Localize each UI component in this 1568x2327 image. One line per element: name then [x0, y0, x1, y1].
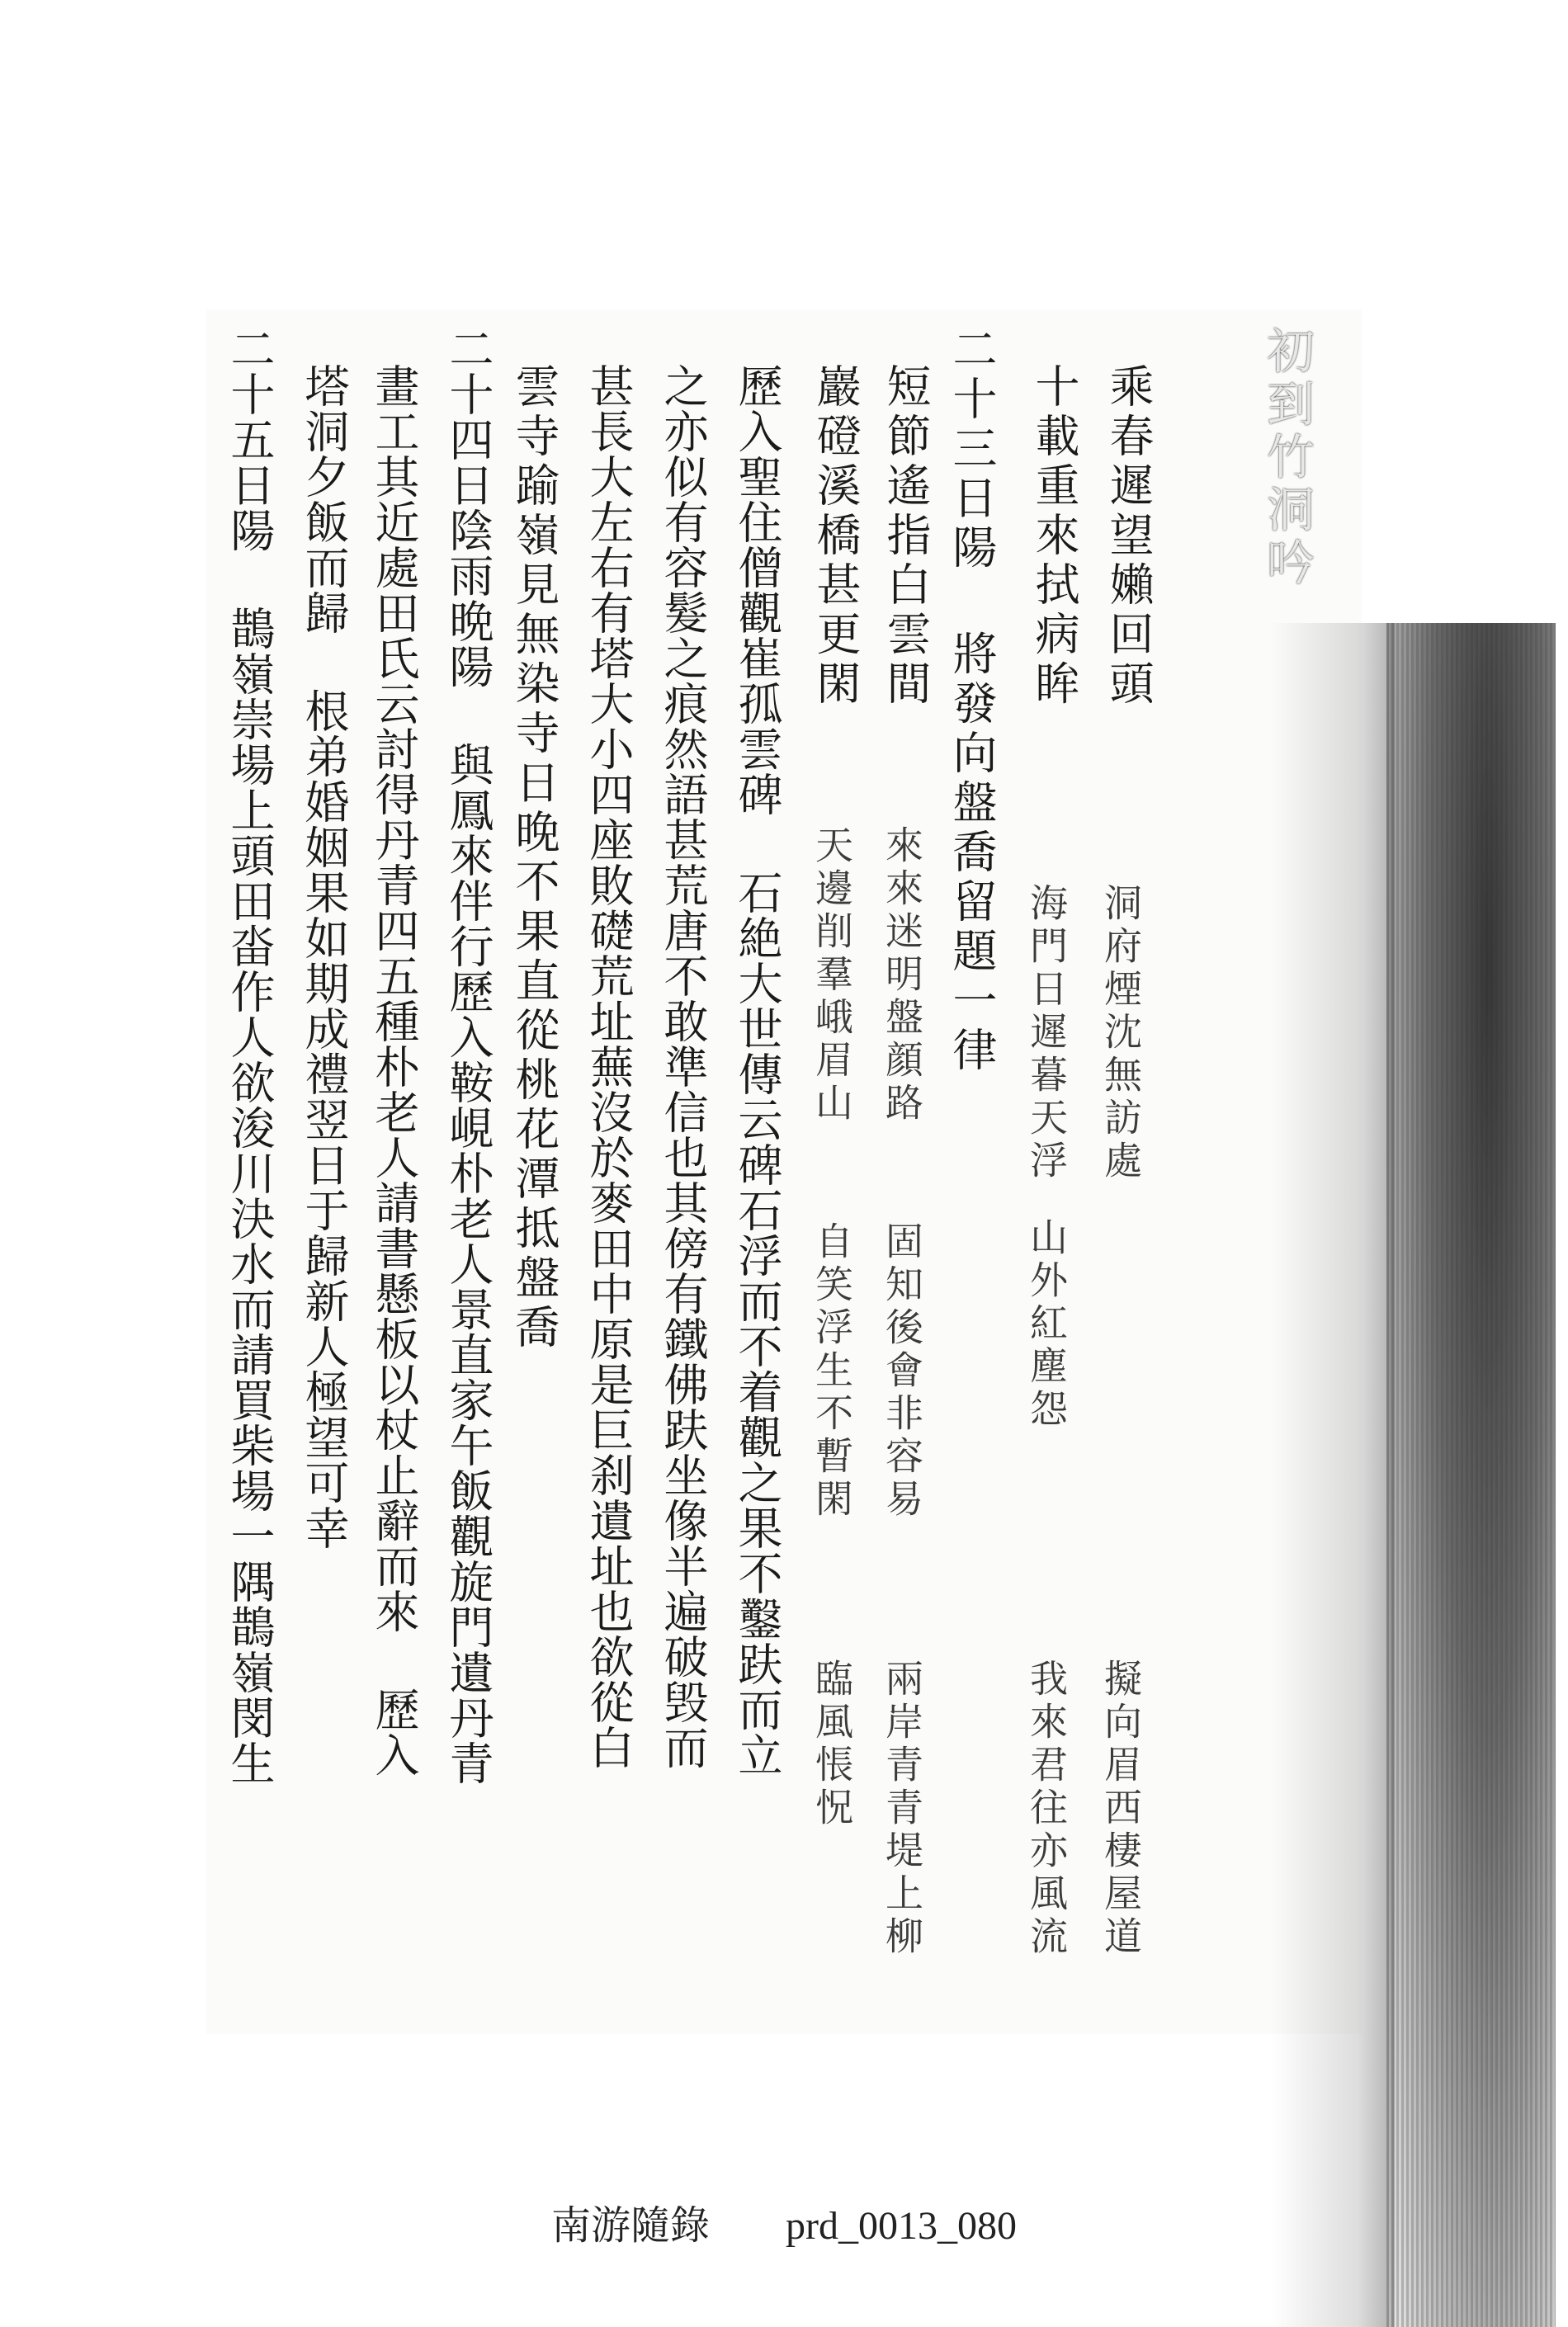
text-column: 甚長大左右有塔大小四座敗礎荒址蕪沒於麥田中原是巨刹遺址也欲從白	[583, 363, 635, 1770]
page-caption	[0, 2193, 1568, 2250]
caption-title: 南游隨錄	[551, 2204, 711, 2248]
interlinear-line: 天邊削羣峨眉山	[810, 825, 854, 1126]
text-column: 塔洞夕飯而歸 根弟婚姻果如期成禮翌日于歸新人極望可幸	[298, 363, 350, 1551]
text-column: 短節遙指白雲間	[880, 363, 932, 710]
interlinear-line: 我來君往亦風流	[1024, 1659, 1069, 1959]
interlinear-line: 洞府煙沈無訪處	[1098, 883, 1143, 1183]
text-column: 二十四日陰雨晩陽 與鳳來伴行歷入鞍峴朴老人景直家午飯觀旋門遺丹青	[442, 326, 494, 1786]
interlinear-line: 擬向眉西棲屋道	[1098, 1659, 1143, 1959]
interlinear-line: 臨風悵怳	[810, 1659, 854, 1830]
text-column: 畫工其近處田氏云討得丹青四五種朴老人請書懸板以杖止辭而來 歷入	[368, 363, 420, 1777]
text-column: 之亦似有容髮之痕然語甚荒唐不敢準信也其傍有鐵佛趺坐像半遍破毁而	[657, 363, 709, 1770]
text-column: 歷入聖住僧觀崔孤雲碑 石絶大世傳云碑石浮而不着觀之果不鑿趺而立	[731, 363, 783, 1777]
interlinear-line: 來來迷明盤顔路	[880, 825, 924, 1126]
text-column: 初到竹洞吟	[1259, 326, 1315, 590]
caption-id: prd_0013_080	[786, 2204, 1017, 2248]
text-column: 乘春遲望嬾回頭	[1103, 363, 1155, 710]
interlinear-line: 海門日遲暮天浮	[1024, 883, 1069, 1183]
text-column: 雲寺踰嶺見無染寺日晚不果直從桃花潭抵盤喬	[508, 363, 560, 1353]
interlinear-line: 自笑浮生不暫閑	[810, 1221, 854, 1522]
interlinear-line: 山外紅塵怨	[1024, 1217, 1069, 1432]
text-column: 二十五日陽 鵲嶺崇場上頭田畓作人欲浚川決水而請買柴場一隅鵲嶺閔生	[224, 326, 276, 1786]
interlinear-line: 兩岸青青堤上柳	[880, 1659, 924, 1959]
interlinear-line: 固知後會非容易	[880, 1221, 924, 1522]
scan-shadow	[1271, 623, 1395, 2327]
text-column: 二十三日陽 將發向盤喬留題一律	[946, 326, 998, 1076]
text-column: 十載重來拭病眸	[1028, 363, 1080, 710]
scan-smudge	[1386, 623, 1556, 2327]
text-column: 巖磴溪橋甚更閑	[810, 363, 862, 710]
